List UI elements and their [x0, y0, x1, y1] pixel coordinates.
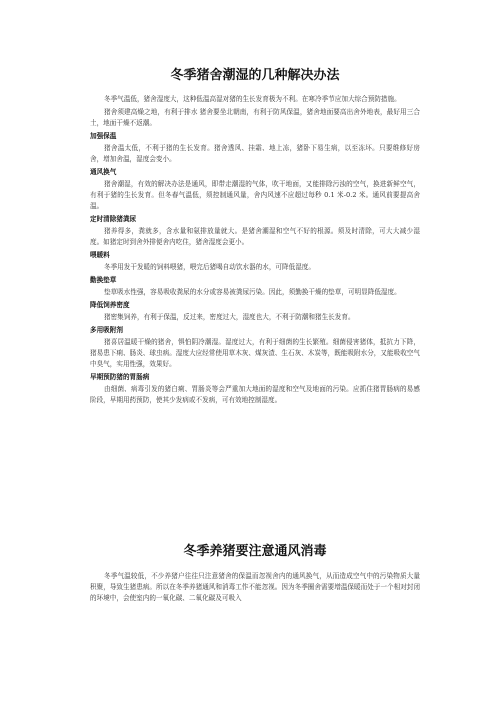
section-body-ventilation: 猪舍潮湿，有效的解决办法是通风，即带走潮湿的气体，吹干地面，又能排除污浊的空气，换进新鲜空气，有利于猪的生长发育。但冬春气温低，须控制通风量，舍内风速不应超过每秒 0.1 米-0.2 米。通风前要提高舍温。 — [90, 180, 420, 210]
section-body-insulation: 猪舍温太低，不利于猪的生长发育。猪舍透风、挂霜、地上冻，猪卧下易生病，以至冻坏。只要维修好房舍，增加舍温，湿度会变小。 — [90, 144, 420, 163]
article-1-title: 冬季猪舍潮湿的几种解决办法 — [170, 68, 340, 83]
section-body-warm-feed: 冬季用发干发暖的饲料喂猪，喂完后猪喝自动饮水器的水，可降低湿度。 — [104, 263, 315, 271]
section-body-manure: 猪养得多，粪就多，含水量和氨排放量就大。是猪舍潮湿和空气不好的根源。须及时清除，可大大减少湿度。如猪定时到舍外排便舍内吃住，猪舍湿度会更小。 — [90, 227, 420, 246]
section-body-gastro: 由细菌、病毒引发的猪白痢、胃肠炎等会严重加大地面的湿度和空气及地面的污染。应抓住猪胃肠病的易感阶段，早期用药预防，使其少发病或不发病，可有效地控制湿度。 — [90, 385, 420, 404]
section-heading-adsorbent: 多用吸附剂 — [90, 326, 123, 334]
section-heading-ventilation: 通风换气 — [90, 168, 117, 176]
section-heading-gastro: 早期预防猪的胃肠病 — [90, 373, 150, 381]
section-heading-insulation: 加强保温 — [90, 132, 117, 140]
article-2-title: 冬季养猪要注意通风消毒 — [183, 544, 327, 559]
section-heading-bedding: 勤换垫草 — [90, 276, 117, 284]
article-1-body — [90, 94, 420, 408]
article-2-paragraph: 冬季气温较低，不少养猪户往往只注意猪舍的保温而忽视舍内的通风换气，从而造成空气中的污染物质大量积聚，导致生猪患病。所以在冬季养猪通风和消毒工作不能忽视。因为冬季圈舍需要增温保暖而处于一个相对封闭的环境中，会使室内的一氧化碳、二氧化碳及可吸入 — [90, 572, 420, 602]
section-body-bedding: 垫草吸水性强，容易吸收粪尿的水分或容易被粪尿污染。因此，须勤换干燥的垫草，可明显降低湿度。 — [104, 288, 401, 296]
section-body-density: 猪密集饲养，有利于保温，反过来，密度过大，湿度也大，不利于防潮和猪生长发育。 — [104, 313, 355, 321]
article-1-site: 猪舍须建高燥之地，有利于排水 猪舍要坐北朝南，有利于防风保温，猪舍地面要高出舍外地表，最好用三合土，地面干燥不返潮。 — [90, 108, 420, 127]
section-heading-manure: 定时清除猪粪尿 — [90, 215, 137, 223]
section-heading-density: 降低饲养密度 — [90, 301, 130, 309]
article-2-body — [90, 571, 420, 606]
section-heading-warm-feed: 喂暖料 — [90, 251, 110, 259]
section-body-adsorbent: 猪喜居温暖干燥的猪舍，惧怕阴冷潮湿。湿度过大，有利于细菌的生长繁殖。细菌侵害猪体，抵抗力下降，猪易患下痢、肠炎、球虫病。湿度大应经常使用草木灰、煤灰渣、生石灰、木炭等，既能吸附水分，又能吸收空气中臭气，实用性强，效果好。 — [90, 338, 420, 368]
article-1-intro: 冬季气温低，猪舍湿度大，这种低温高湿对猪的生长发育极为不利。在寒冷季节应加大综合预防措施。 — [104, 95, 401, 103]
